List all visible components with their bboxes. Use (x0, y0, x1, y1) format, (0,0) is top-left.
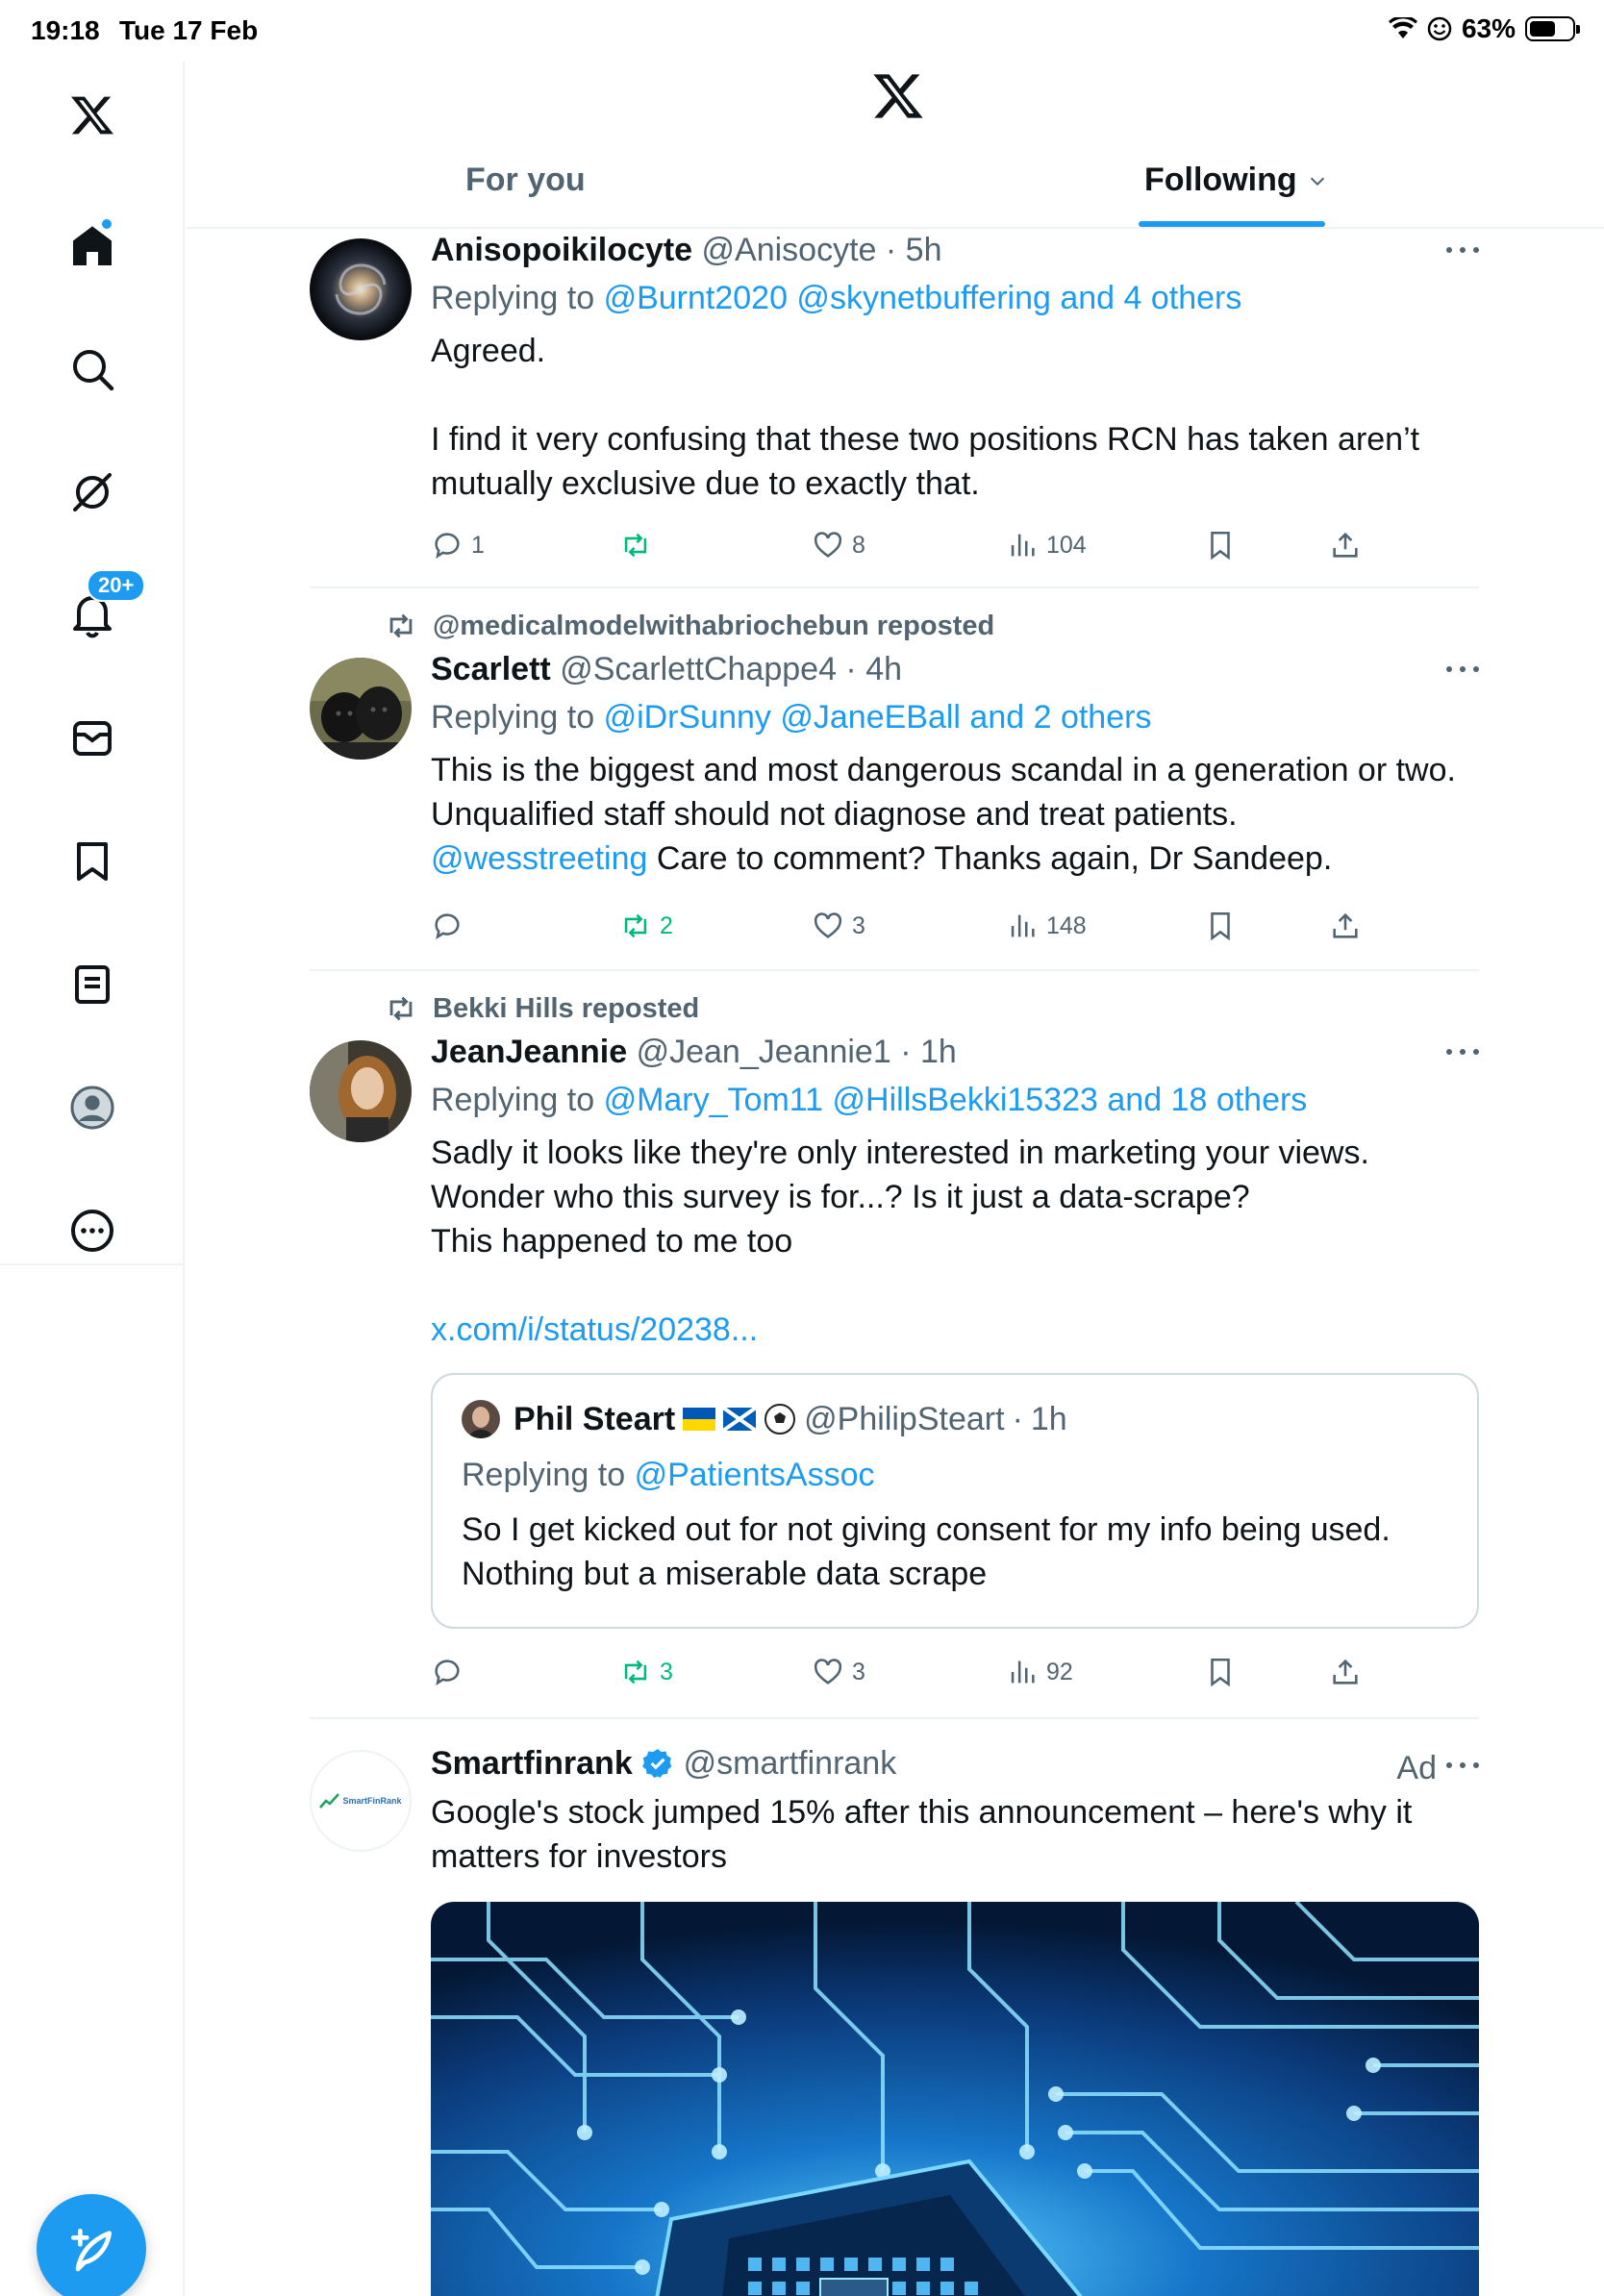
battery-percent: 63% (1461, 13, 1516, 43)
display-name[interactable]: JeanJeannie (431, 1034, 628, 1070)
display-name[interactable]: Smartfinrank (431, 1745, 633, 1782)
heart-icon (812, 1656, 844, 1688)
tweet-time[interactable]: 1h (919, 1034, 957, 1070)
repost-button[interactable] (619, 529, 660, 562)
like-count: 3 (852, 1658, 865, 1685)
circuit-board-image[interactable] (431, 1902, 1479, 2296)
replying-to-users[interactable]: @Mary_Tom11 @HillsBekki15323 and 18 others (603, 1082, 1308, 1118)
tweet-content (431, 650, 1479, 881)
bookmark-icon (1204, 1656, 1237, 1688)
views-icon (1006, 529, 1039, 562)
share-button[interactable] (1329, 529, 1362, 562)
profile-icon[interactable] (58, 1073, 127, 1142)
tweet-text-line: This happened to me too (431, 1223, 793, 1260)
display-name[interactable]: Scarlett (431, 651, 551, 687)
replying-to (431, 279, 1479, 317)
tab-following-label: Following (1144, 162, 1297, 198)
bookmark-button[interactable] (1204, 529, 1237, 562)
more-icon[interactable] (58, 1196, 127, 1265)
more-options-icon[interactable] (1446, 1042, 1479, 1061)
quoted-tweet-time[interactable]: 1h (1030, 1401, 1067, 1437)
smartfinrank-logo-text: SmartFinRank (342, 1796, 402, 1806)
share-button[interactable] (1329, 1656, 1362, 1688)
ukraine-flag-icon (683, 1408, 715, 1431)
more-options-icon[interactable] (1446, 660, 1479, 679)
scotland-flag-icon (723, 1408, 756, 1431)
status-right (1389, 13, 1575, 44)
battery-icon (1525, 16, 1575, 41)
timeline-header (187, 62, 1604, 229)
tweet-content (431, 1033, 1479, 1352)
x-logo-icon[interactable] (58, 81, 127, 150)
tab-following[interactable] (1144, 162, 1328, 199)
status-date: Tue 17 Feb (119, 15, 259, 45)
reply-count: 1 (471, 531, 485, 559)
avatar[interactable] (310, 1750, 412, 1852)
reply-icon (431, 1656, 464, 1688)
smartfinrank-logo-icon (319, 1792, 340, 1809)
quoted-display-name[interactable]: Phil Steart (514, 1401, 676, 1437)
tweet-text (431, 329, 1479, 506)
tweet-text (431, 748, 1479, 881)
tweet[interactable] (310, 590, 1479, 971)
separator-dot: · (1012, 1401, 1023, 1437)
like-button[interactable] (812, 1656, 865, 1688)
quoted-tweet[interactable] (431, 1373, 1479, 1629)
chevron-down-icon (1307, 170, 1328, 191)
repost-icon (385, 610, 417, 642)
user-handle[interactable]: @Jean_Jeannie1 (636, 1034, 891, 1070)
tweet-header (431, 1744, 1479, 1783)
battery-fill (1530, 21, 1555, 37)
search-icon[interactable] (58, 335, 127, 404)
quoted-avatar[interactable] (462, 1400, 500, 1438)
replying-to-users[interactable]: @iDrSunny @JaneEBall and 2 others (603, 699, 1152, 736)
views-icon (1006, 910, 1039, 942)
verified-badge-icon (641, 1747, 674, 1780)
replying-to-label: Replying to (431, 699, 595, 736)
quoted-tweet-header (462, 1400, 1448, 1438)
notifications-badge: 20+ (87, 569, 145, 602)
wifi-icon (1389, 17, 1417, 40)
tab-for-you[interactable]: For you (465, 162, 586, 198)
views-icon (1006, 1656, 1039, 1688)
reposted-by-label: Bekki Hills reposted (433, 992, 700, 1024)
view-count: 148 (1046, 911, 1087, 939)
more-options-icon[interactable] (1446, 240, 1479, 260)
like-button[interactable] (812, 529, 865, 562)
like-button[interactable] (812, 910, 865, 942)
x-logo-icon (871, 69, 925, 123)
tweet-text-line: matters for investors (431, 1838, 727, 1875)
heart-icon (812, 529, 844, 562)
tweet-content (431, 231, 1479, 506)
notifications-icon[interactable] (58, 573, 135, 650)
heart-icon (812, 910, 844, 942)
replying-to (431, 1081, 1479, 1119)
like-count: 3 (852, 911, 865, 939)
tweet-text-line: Google's stock jumped 15% after this announcement – here's why it (431, 1794, 1413, 1831)
more-options-icon[interactable] (1446, 1756, 1479, 1775)
reply-icon (431, 529, 464, 562)
lists-icon[interactable] (58, 950, 127, 1019)
replying-to (431, 698, 1479, 736)
views-button[interactable] (1006, 910, 1087, 942)
home-notification-dot (100, 217, 113, 231)
tweet[interactable] (310, 973, 1479, 1719)
tweet-actions (431, 1656, 1479, 1694)
share-button[interactable] (1329, 910, 1362, 942)
tweet-text (431, 1131, 1479, 1352)
share-icon (1329, 529, 1362, 562)
status-time: 19:18 (31, 15, 100, 45)
tweet-text-fragment: Care to comment? Thanks again, Dr Sandeep. (647, 840, 1333, 877)
bookmark-button[interactable] (1204, 1656, 1237, 1688)
repost-icon (619, 529, 652, 562)
separator-dot: · (836, 651, 866, 687)
share-icon (1329, 910, 1362, 942)
view-count: 104 (1046, 531, 1087, 559)
repost-count: 2 (660, 911, 673, 939)
repost-icon (619, 1656, 652, 1688)
tweet-time[interactable]: 5h (905, 232, 942, 268)
tweet-text-line: Agreed. (431, 333, 546, 369)
reposted-by[interactable] (385, 992, 699, 1025)
repost-icon (619, 910, 652, 942)
tweet-ad[interactable] (310, 1721, 1479, 2296)
avatar[interactable] (310, 658, 412, 760)
mention-link[interactable]: @wesstreeting (431, 840, 648, 877)
status-link[interactable]: x.com/i/status/20238... (431, 1311, 759, 1348)
replying-to-label: Replying to (431, 280, 595, 316)
tweet[interactable] (310, 231, 1479, 588)
tweet-text-line: Unqualified staff should not diagnose and treat patients. (431, 796, 1238, 833)
tweet-text-line: Sadly it looks like they're only interested in marketing your views. (431, 1135, 1369, 1171)
timeline-feed (187, 231, 1604, 2296)
replying-to-users[interactable]: @PatientsAssoc (634, 1457, 875, 1493)
compose-icon (64, 2222, 118, 2276)
messages-icon[interactable] (58, 704, 127, 773)
views-button[interactable] (1006, 529, 1087, 562)
tweet-text-blank-line (431, 1263, 1479, 1308)
tweet-actions (431, 910, 1479, 948)
bookmark-icon (1204, 910, 1237, 942)
display-name[interactable]: Anisopoikilocyte (431, 232, 693, 268)
sidebar (0, 62, 185, 2296)
tweet-text-line: This is the biggest and most dangerous scandal in a generation or two. (431, 752, 1456, 788)
tweet-text-line: So I get kicked out for not giving consent for my info being used. (462, 1511, 1391, 1548)
avatar[interactable] (310, 1040, 412, 1142)
quoted-replying-to (462, 1456, 1448, 1494)
tweet-text-line: Wonder who this survey is for...? Is it just a data-scrape? (431, 1179, 1250, 1215)
user-handle[interactable]: @Anisocyte (701, 232, 877, 268)
sidebar-separator (0, 1263, 185, 1265)
quoted-tweet-text (462, 1508, 1448, 1596)
football-icon (764, 1403, 796, 1435)
view-count: 92 (1046, 1658, 1073, 1685)
tweet-text-line: I find it very confusing that these two positions RCN has taken aren’t mutually exclusive due to exactly that. (431, 421, 1420, 502)
quoted-user-handle[interactable]: @PhilipSteart (804, 1401, 1005, 1437)
grok-icon[interactable] (58, 458, 127, 527)
reply-icon (431, 910, 464, 942)
bookmark-icon (1204, 529, 1237, 562)
compose-button[interactable] (37, 2194, 146, 2296)
tweet-actions (431, 529, 1479, 567)
focus-smiley-icon (1427, 16, 1452, 41)
tweet-text-line: Nothing but a miserable data scrape (462, 1556, 988, 1592)
home-icon[interactable] (58, 212, 127, 281)
status-bar (0, 0, 1604, 62)
reposted-by-label: @medicalmodelwithabriochebun reposted (433, 610, 995, 641)
bookmark-button[interactable] (1204, 910, 1237, 942)
bookmarks-icon[interactable] (58, 827, 127, 896)
tweet-text-blank-line (431, 373, 1479, 417)
replying-to-users[interactable]: @Burnt2020 @skynetbuffering and 4 others (603, 280, 1242, 316)
avatar[interactable] (310, 238, 412, 340)
reposted-by[interactable] (385, 610, 994, 642)
replying-to-label: Replying to (431, 1082, 595, 1118)
repost-icon (385, 992, 417, 1025)
separator-dot: · (890, 1034, 920, 1070)
user-handle[interactable]: @smartfinrank (683, 1745, 897, 1782)
ad-label: Ad (1396, 1750, 1437, 1786)
share-icon (1329, 1656, 1362, 1688)
tweet-text (431, 1790, 1479, 1879)
reply-button[interactable] (431, 910, 471, 942)
reply-button[interactable] (431, 529, 485, 562)
replying-to-label: Replying to (462, 1457, 626, 1493)
tweet-text-line (431, 836, 1479, 881)
repost-button[interactable] (619, 1656, 673, 1688)
reply-button[interactable] (431, 1656, 471, 1688)
like-count: 8 (852, 531, 865, 559)
views-button[interactable] (1006, 1656, 1073, 1688)
tweet-header (431, 231, 1479, 269)
tweet-header (431, 1033, 1479, 1071)
tweet-header (431, 650, 1479, 688)
repost-count: 3 (660, 1658, 673, 1685)
user-handle[interactable]: @ScarlettChappe4 (560, 651, 837, 687)
tweet-content (431, 1744, 1479, 1879)
tweet-time[interactable]: 4h (865, 651, 903, 687)
separator-dot: · (876, 232, 906, 268)
active-tab-indicator (1139, 221, 1325, 227)
repost-button[interactable] (619, 910, 673, 942)
